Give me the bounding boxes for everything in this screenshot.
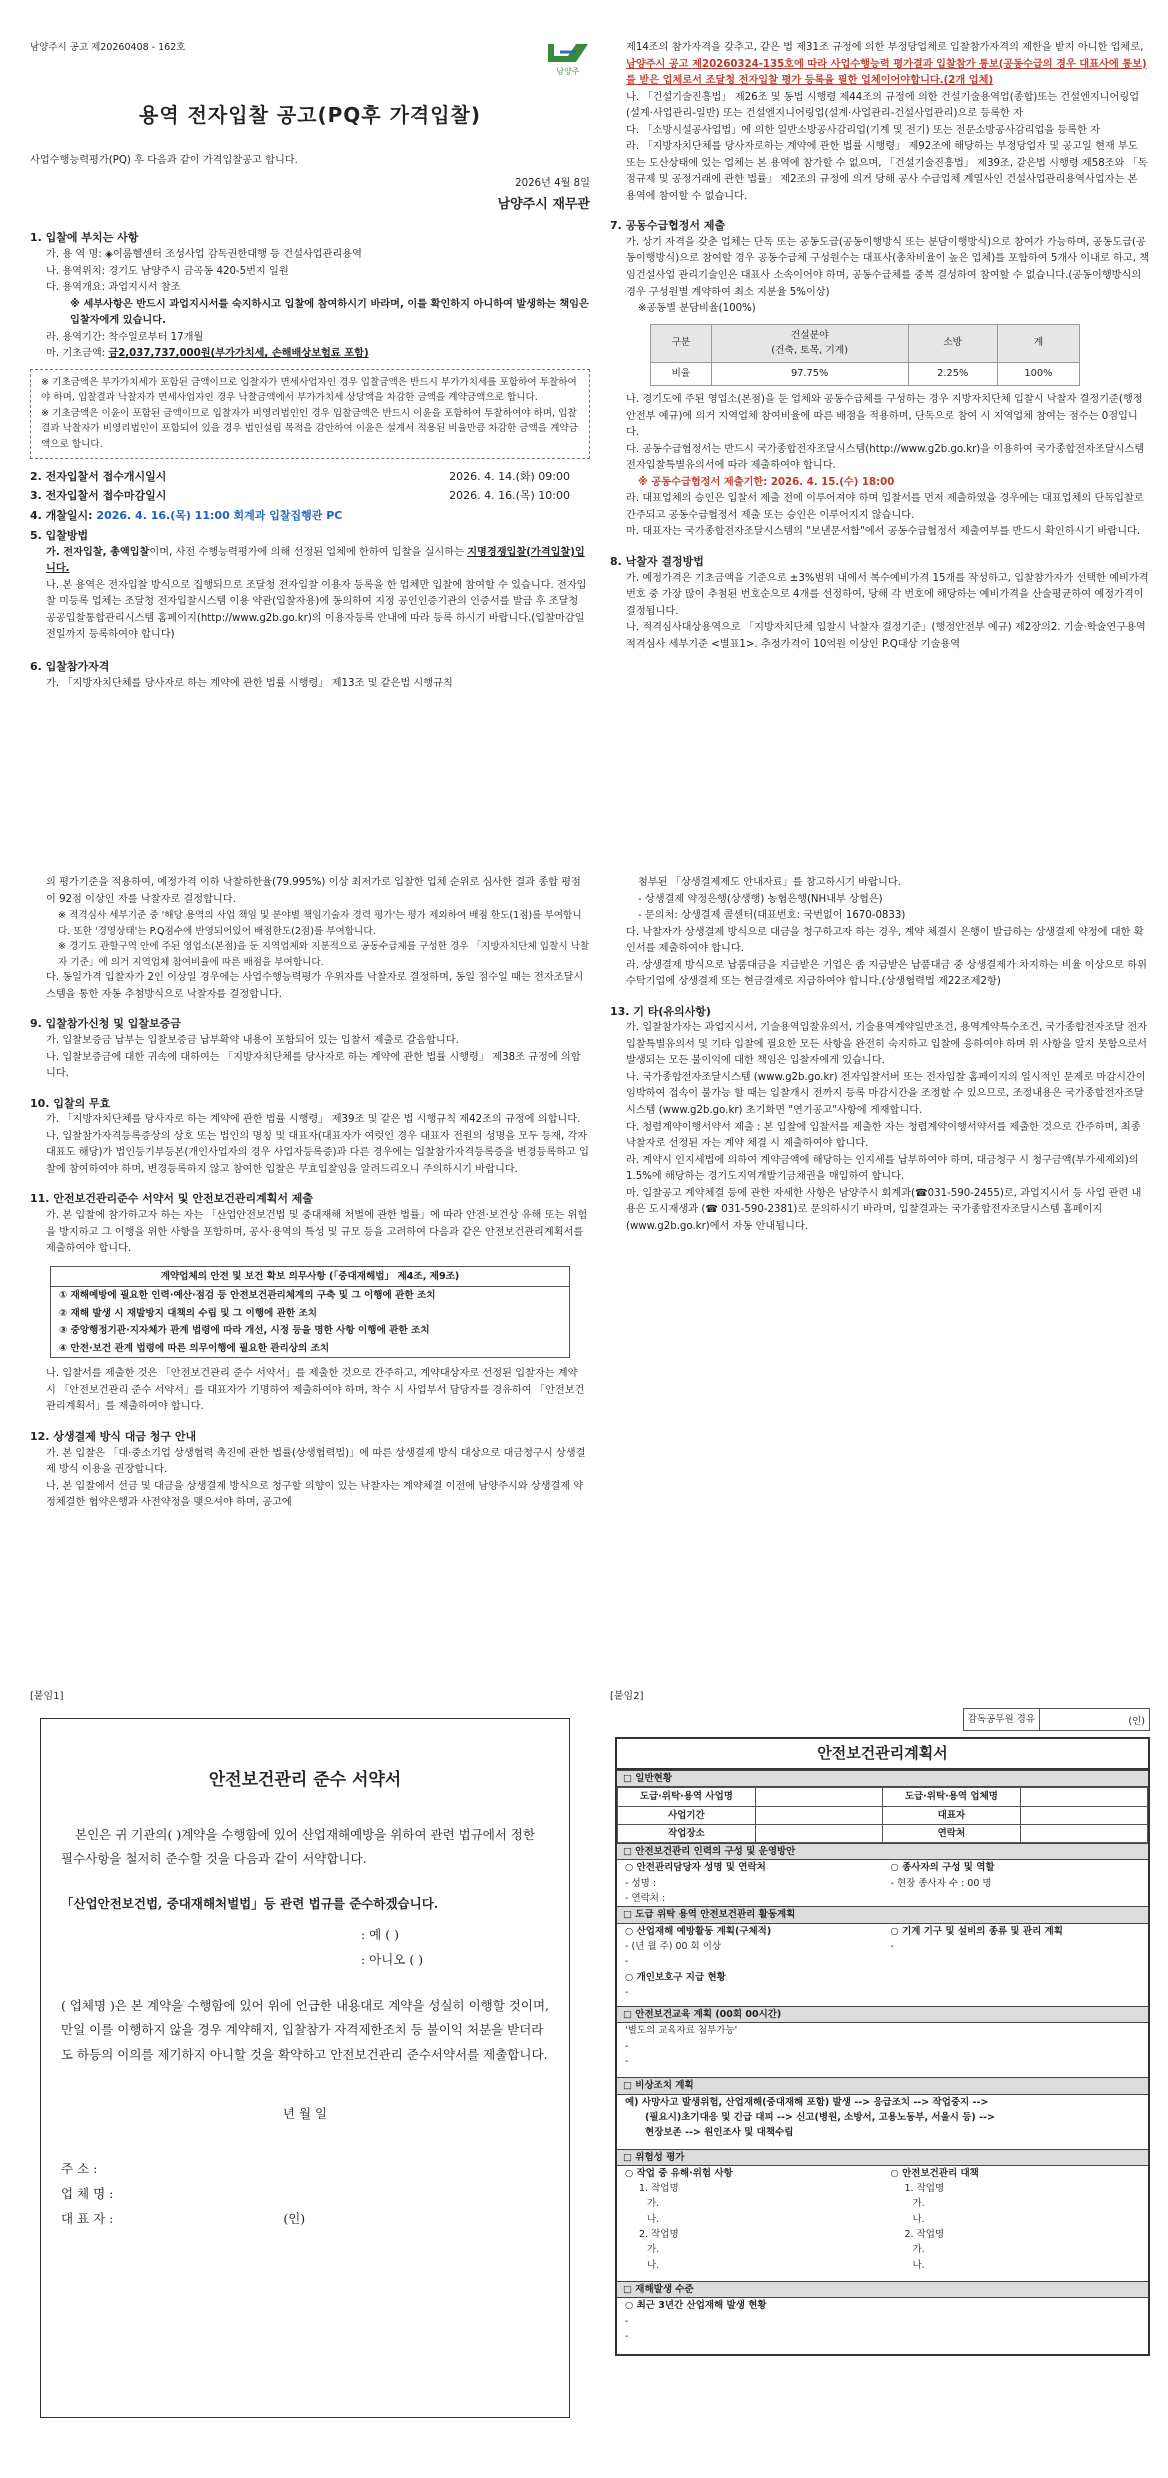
plan-general-header: □ 일반현황 — [617, 1770, 1148, 1787]
s5-a: 가. 전자입찰, 총액입찰이며, 사전 수행능력평가에 의해 선정된 업체에 한하여 입찰을 실시하는 지명경쟁입찰(가격입찰)입니다. — [46, 546, 585, 575]
share-ratio-table — [650, 324, 1080, 387]
section-12: 12. 상생결제 방식 대금 청구 안내 — [30, 1429, 197, 1443]
s6-b: 나. 「건설기술진흥법」 제26조 및 동법 시행령 제44조의 규정에 의한 건설기술용역업(종합)또는 건설엔지니어링업(설계·사업관리-일반) 또는 건설엔지니어링업(설계·사업관리-건설사업관리)으로 등록한 자 — [626, 91, 1140, 120]
plan-education-header: □ 안전보건교육 계획 (00회 00시간) — [617, 2006, 1148, 2023]
city-logo-icon — [546, 40, 590, 66]
page-3 — [30, 875, 590, 1655]
s7-e: 마. 대표자는 국가종합전자조달시스템의 "보낸문서함"에서 공동수급협정서 제출여부를 반드시 확인하시기 바랍니다. — [626, 526, 1141, 538]
attachment-1 — [30, 1690, 590, 2460]
th-total: 계 — [997, 324, 1079, 363]
plan-risk-header: □ 위험성 평가 — [617, 2149, 1148, 2166]
s9-b: 나. 입찰보증금에 대한 귀속에 대하여는 「지방자치단체를 당사자로 하는 계약에 관한 법률 시행령」 제38조 규정에 의합니다. — [46, 1051, 581, 1080]
s12-d: 라. 상생결제 방식으로 납품대금을 지급받은 기업은 좀 지급받은 납품대금 중 상생결제가 차지하는 비율 이상으로 하위 수탁기업에 상생결제 또는 현금결제로 지급하여야 합니다.(상생협력법 제22조제2항) — [626, 959, 1147, 988]
s13-c: 다. 청렴계약이행서약서 제출 : 본 입찰에 입찰서를 제출한 자는 청렴계약이행서약서를 제출한 것으로 간주하며, 최종 낙찰자로 선정된 자는 계약 체결 시 제출하여야 합니다. — [626, 1121, 1141, 1150]
th-type: 구분 — [651, 324, 712, 363]
s1-a: 가. 용 역 명: ◈이룸헬센터 조성사업 감독권한대행 등 건설사업관리용역 — [46, 249, 362, 261]
plan-activity-header: □ 도급 위탁 용역 안전보건관리 활동계획 — [617, 1906, 1148, 1923]
page-4 — [610, 875, 1150, 1655]
notice-number: 남양주시 공고 제20260408 - 162호 — [30, 42, 186, 53]
s12-b-cont: 첨부된 「상생결제제도 안내자료」를 참고하시기 바랍니다. — [638, 877, 901, 888]
td-fire: 2.25% — [908, 363, 997, 386]
safety-pledge-form — [40, 1718, 570, 2418]
obligation-item: ③ 중앙행정기관·지자체가 관계 법령에 따라 개선, 시정 등을 명한 사항 이행에 관한 조치 — [59, 1325, 430, 1337]
section-4: 4. 개찰일시: 2026. 4. 16.(목) 11:00 회계과 입찰집행관 PC — [30, 509, 343, 523]
section-5: 5. 입찰방법 — [30, 528, 89, 542]
pledge-date: 년 월 일 — [282, 2106, 328, 2122]
attachment-2-label: [붙임2] — [610, 1691, 644, 1702]
s8-a: 가. 예정가격은 기초금액을 기준으로 ±3%범위 내에서 복수예비가격 15개를 작성하고, 입찰참가자가 선택한 예비가격번호 중 가장 많이 추첨된 번호순으로 4개를 선정하여, 당해 각 번호에 해당하는 예비가격을 산술평균하여 예정가격이 결정됩니다. — [626, 572, 1149, 617]
section-8: 8. 낙찰자 결정방법 — [610, 554, 704, 568]
s12-contact: - 문의처: 상생결제 콜센터(대표번호: 국번없이 1670-0833) — [638, 910, 906, 922]
plan-emergency-header: □ 비상조치 계획 — [617, 2077, 1148, 2094]
s8-b-cont: 의 평가기준을 적용하여, 예정가격 이하 낙찰하한율(79.995%) 이상 최저가로 입찰한 업체 순위로 심사한 결과 종합 평점이 92점 이상인 자를 낙찰자로 결정합니다. — [46, 877, 581, 905]
s9-a: 가. 입찰보증금 납부는 입찰보증금 납부확약 내용이 포함되어 있는 입찰서 제출로 갈음합니다. — [46, 1035, 459, 1046]
pledge-yes: : 예 ( ) — [361, 1926, 399, 1942]
s13-b: 나. 국가종합전자조달시스템 (www.g2b.go.kr) 전자입찰서버 또는 전자입찰 홈페이지의 일시적인 문제로 마감시간이 임박하여 접속이 불가능 할 때는 입찰개시 전까지 등록 마감시간을 조정할 수 있으므로, 조정내용은 국가종합전자조달시스템 (www.g2b.go.kr) 초기화면 "연기공고"사항에 게재합니다. — [626, 1071, 1146, 1116]
obligations-title: 계약업체의 안전 및 보건 확보 의무사항 (「중대재해법」 제4조, 제9조) — [51, 1267, 569, 1288]
supervisor-sign-box — [963, 1708, 1150, 1731]
city-logo: 남양주 — [546, 40, 590, 79]
pledge-para-1: 본인은 귀 기관의( )계약을 수행함에 있어 산업재해예방을 위하여 관련 법규에서 정한 필수사항을 철저히 준수할 것을 다음과 같이 서약합니다. — [61, 1826, 536, 1867]
pledge-no: : 아니오 ( ) — [361, 1951, 424, 1967]
page-1 — [30, 40, 590, 840]
page-2 — [610, 40, 1150, 840]
obligation-item: ② 재해 발생 시 재발방지 대책의 수립 및 그 이행에 관한 조치 — [59, 1307, 318, 1319]
s11-a: 가. 본 입찰에 참가하고자 하는 자는 「산업안전보건법 및 중대재해 처벌에 관한 법률」에 따라 안전·보건상 유해 또는 위험을 방지하고 그 이행을 위한 사항을 포함하며, 공사·용역의 특성 및 규모 등을 고려하여 다음과 같은 안전보건관리계획서를 제출하여야 합니다. — [46, 1210, 588, 1255]
s5-b: 나. 본 용역은 전자입찰 방식으로 집행되므로 조달청 전자입찰 이용자 등록을 한 업체만 입찰에 참여할 수 있습니다. 전자입찰 미등록 업체는 조달청 전자입찰시스템 이용 약관(입찰자용)에 동의하여 지정 공인인증기관의 인증서를 발급 후 조달청 공공입찰통합관리시스템 홈페이지(http://www.g2b.go.kr)의 이용자등록 안내에 따라 등록 하시기 바랍니다.(입찰마감일 전일까지 등록하여야 합니다) — [46, 579, 587, 641]
pledge-representative: 대 표 자 : (인) — [61, 2211, 306, 2227]
s7-c: 다. 공동수급협정서는 반드시 국가종합전자조달시스템(http://www.g2b.go.kr)을 이용하여 국가종합전자조달시스템 전자입찰특별유의서에 따라 제출하여야 합니다. — [626, 443, 1145, 472]
plan-org-header: □ 안전보건관리 인력의 구성 및 운영방안 — [617, 1843, 1148, 1860]
s12-bank: - 상생결제 약정은행(상생행) 농협은행(NH내부 상협은) — [638, 893, 883, 905]
s7-c-deadline: ※ 공동수급협정서 제출기한: 2026. 4. 15.(수) 18:00 — [638, 476, 895, 488]
s6-a-cont: 제14조의 참가자격을 갖추고, 같은 법 제31조 규정에 의한 부정당업체로 입찰참가자격의 제한을 받지 아니한 업체로, 남양주시 공고 제20260324-135호에 따라 사업수행능력 평가결과 입찰참가 통보(공동수급의 경우 대표사에 통보)를 받은 업체로서 조달청 전자입찰 평가 등록을 필한 업체이어야합니다.(2개 업체) — [626, 42, 1147, 87]
s1-d: 라. 용역기간: 착수일로부터 17개월 — [46, 331, 204, 343]
s10-b: 나. 입찰참가자격등록증상의 상호 또는 법인의 명칭 및 대표자(대표자가 여럿인 경우 대표자 전원의 성명을 모두 등재, 각자 대표도 해당)가 법인등기부등본(개인사업자의 경우 사업자등록증)과 다른 경우에는 입찰참가자격등록증을 변경등록하고 입찰에 참여하여야 하며, 변경등록하지 않고 참여한 입찰은 무효입찰임을 알려드리오니 주의하시기 바랍니다. — [46, 1130, 589, 1175]
supervisor-seal: (인) — [1040, 1709, 1150, 1731]
section-3: 3. 전자입찰서 접수마감일시 2026. 4. 16.(목) 10:00 — [30, 489, 570, 503]
attachment-2 — [610, 1690, 1150, 2460]
pledge-title: 안전보건관리 준수 서약서 — [208, 1770, 402, 1790]
s12-b: 나. 본 입찰에서 선금 및 대금을 상생결제 방식으로 청구할 의향이 있는 낙찰자는 계약체결 이전에 남양주시와 상생결제 약정체결한 협약은행과 사전약정을 맺으셔야 하며, 공고에 — [46, 1480, 584, 1509]
plan-title: 안전보건관리계획서 — [617, 1739, 1148, 1770]
s1-e: 마. 기초금액: 금2,037,737,000원(부가가치세, 손해배상보험료 포함) — [46, 348, 369, 360]
s12-c: 다. 낙찰자가 상생결제 방식으로 대금을 청구하고자 하는 경우, 계약 체결시 은행이 발급하는 상생결제 약정에 대한 확인서를 제출하여야 합니다. — [626, 926, 1144, 955]
plan-accident-header: □ 재해발생 수준 — [617, 2281, 1148, 2298]
s6-c: 다. 「소방시설공사업법」에 의한 일반소방공사감리업(기계 및 전기) 또는 전문소방공사감리업을 등록한 자 — [626, 124, 1101, 136]
section-9: 9. 입찰참가신청 및 입찰보증금 — [30, 1017, 181, 1031]
s7-b: 나. 경기도에 주된 영업소(본점)을 둔 업체와 공동수급체를 구성하는 경우 지방자치단체 입찰시 낙찰자 결정기준(행정안전부 예규)에 의거 지역업체 참여비율에 따른 배점을 적용하며, 단독으로 참여 시 지역업체 참여는 점수는 0점입니다. — [626, 394, 1143, 439]
section-13: 13. 기 타(유의사항) — [610, 1004, 711, 1018]
s7-d: 라. 대표업체의 승인은 입찰서 제출 전에 이루어져야 하며 입찰서를 먼저 제출하였을 경우에는 대표업체의 단독입찰로 간주되고 공동수급협정서 제출 또는 승인은 이루어지지 않습니다. — [626, 493, 1144, 521]
base-amount-notes: ※ 기초금액은 부가가치세가 포함된 금액이므로 입찰자가 면세사업자인 경우 입찰금액은 반드시 부가가치세를 포함하여 투찰하여야 하며, 입찰결과 낙찰자가 면세사업자인 경우 낙찰금액에서 부가가치세 상당액을 차감한 금액을 계약금액으로 합니다. ※ 기초금액은 이윤이 포함된 금액이므로 입찰자가 비영리법인인 경우 입찰금액은 반드시 이윤을 포함하여 투찰하여야 하며, 입찰결과 낙찰자가 비영리법인이 포함되어 있을 경우 법인설립 목적을 감안하여 이윤은 설계서 적용된 비율만큼 차감한 금액을 계약금액으로 합니다. — [30, 369, 590, 459]
s13-e: 마. 입찰공고 계약체결 등에 관한 자세한 사항은 남양주시 회계과(☎031-590-2455)로, 과업지시서 등 사업 관련 내용은 도시재생과 (☎ 031-590-2381)로 문의하시기 바라며, 입찰결과는 국가종합전자조달시스템 홈페이지 (www.g2b.go.kr)에서 자동 안내됩니다. — [626, 1187, 1142, 1232]
section-7: 7. 공동수급협정서 제출 — [610, 219, 726, 233]
pledge-para-2: ( 업체명 )은 본 계약을 수행함에 있어 위에 언급한 내용대로 계약을 성실히 이행할 것이며, 만일 이를 이행하지 않을 경우 계약해지, 입찰참가 자격제한조치 등 불이익 처분을 받더라도 하등의 이의를 제기하지 아니할 것을 확약하고 안전보건관리 준수서약서를 제출합니다. — [61, 1997, 550, 2062]
notice-title: 용역 전자입찰 공고(PQ후 가격입찰) — [139, 102, 481, 127]
section-11: 11. 안전보건관리준수 서약서 및 안전보건관리계획서 제출 — [30, 1192, 314, 1206]
s13-d: 라. 계약시 인지세법에 의하여 계약금액에 해당하는 인지세를 납부하여야 하며, 대금청구 시 청구금액(부가세제외)의 1.5%에 해당하는 경기도지역개발기금채권을 매입하여 합니다. — [626, 1154, 1139, 1183]
s6-d: 라. 「지방자치단체를 당사자로하는 계약에 관한 법률 시행령」 제92조에 해당하는 부정당업자 및 공고일 현재 부도 또는 도산상태에 있는 업체는 본 용역에 참가할 수 없으며, 「건설기술진흥법」 제39조, 같은법 시행령 제58조와 「독점규제 및 공정거래에 관한 법률」 제2조의 규정에 의거 당해 공사 수급업체 계열사인 건설사업관리용역사업자는 본 용역에 참여할 수 없습니다. — [626, 141, 1148, 202]
obligation-item: ④ 안전·보건 관계 법령에 따른 의무이행에 필요한 관리상의 조치 — [59, 1342, 330, 1354]
section-1: 1. 입찰에 부치는 사항 — [30, 231, 139, 245]
s8-c: 다. 동일가격 입찰자가 2인 이상일 경우에는 사업수행능력평가 우위자를 낙찰자로 결정하며, 동일 점수일 때는 전자조달시스템을 통한 자동 추첨방식으로 낙찰자를 결정합니다. — [46, 972, 584, 1000]
intro: 사업수행능력평가(PQ) 후 다음과 같이 가격입찰공고 합니다. — [30, 155, 298, 167]
s8-note-1: ※ 적격심사 세부기준 중 '해당 용역의 사업 책임 및 분야별 책임기술자 경력 평가'는 평가 제외하여 배점 한도(1점)를 부여합니다. 또한 '경영상태'는 P.Q점수에 반영되어있어 배점한도(2점)를 부여합니다. — [58, 910, 582, 937]
pledge-question: 「산업안전보건법, 중대재해처벌법」등 관련 법규를 준수하겠습니다. — [61, 1895, 439, 1911]
s12-a: 가. 본 입찰은 「대·중소기업 상생협력 촉진에 관한 법률(상생협력법)」에 따른 상생결제 방식 대상으로 대금청구시 상생결제 방식 이용을 권장합니다. — [46, 1447, 586, 1476]
issuer: 남양주시 재무관 — [497, 197, 590, 213]
attachment-1-label: [붙임1] — [30, 1691, 64, 1702]
s1-c-note: ※ 세부사항은 반드시 과업지시서를 숙지하시고 입찰에 참여하시기 바라며, 이를 확인하지 아니하여 발생하는 책임은 입찰자에게 있습니다. — [70, 298, 589, 327]
s1-b: 나. 용역위치: 경기도 남양주시 금곡동 420-5번지 일원 — [46, 265, 289, 277]
supervisor-label: 감독공무원 경유 — [963, 1709, 1039, 1731]
s7-table-note: ※공동별 분담비율(100%) — [638, 303, 756, 315]
s11-b: 나. 입찰서를 제출한 것은 「안전보건관리 준수 서약서」를 제출한 것으로 간주하고, 계약대상자로 선정된 입찰자는 계약 시 「안전보건관리 준수 서약서」를 대표자가 기명하여 제출하여야 하며, 착수 시 사업부서 담당자를 경유하여 「안전보건관리계획서」를 제출하여야 합니다. — [46, 1368, 585, 1413]
s13-a: 가. 입찰참가자는 과업지시서, 기술용역입찰유의서, 기술용역계약일반조건, 용역계약특수조건, 국가종합전자조달 전자입찰특별유의서 및 기타 입찰에 필요한 모든 사항을 완전히 숙지하고 입찰에 응하여야 하며 위 사항을 알지 못함으로서 발생되는 모든 불이익에 대한 책임은 입찰자에게 있습니다. — [626, 1022, 1148, 1067]
notice-date: 2026년 4월 8일 — [515, 177, 590, 189]
s6-a: 가. 「지방자치단체를 당사자로 하는 계약에 관한 법률 시행령」 제13조 및 같은법 시행규칙 — [46, 677, 453, 689]
th-fire: 소방 — [908, 324, 997, 363]
safety-plan-form: 안전보건관리계획서 □ 일반현황 도급·위탁·용역 사업명 도급·위탁·용역 업체명 사업기간 대표자 작업장소 연락처 □ 안전보건관리 인력의 구성 및 운영방안 ○ 안전관리담당자 성명 및 연락처 - 성명 : - 연락처 : ○ 종사자의 구성 및 역할 - 현장 종사자 수 : 00 명 □ 도급 위탁 용역 안전보건관리 활동계획 ○ 산업재해 예방활동 계획(구체적) - (년 월 주) 00 회 이상 - ○ 개인보호구 지급 현황 - ○ 기계 기구 및 설비의 종류 및 관리 계획 - □ 안전보건교육 계획 (00회 00시간) '별도의 교육자료 첨부가능' - - □ 비상조치 계획 예) 사망사고 발생위험, 산업재해(중대재해 포함) 발생 --> 응급조치 --> 작업중지 --> (필요시)초기대응 및 긴급 대피 --> 신고(병원, 소방서, 고용노동부, 서울시 등) --> 현장보존 --> 원인조사 및 대책수립 □ 위험성 평가 ○ 작업 중 유해·위험 사항 1. 작업명 가. 나. 2. 작업명 가. 나. ○ 안전보건관리 대책 1. 작업명 가. 나. 2. 작업명 가. 나. □ 재해발생 수준 ○ 최근 3년간 산업재해 발생 현황 - - — [615, 1737, 1150, 2356]
safety-obligations-box — [50, 1266, 570, 1359]
s8-b: 나. 적격심사대상용역으로 「지방자치단체 입찰시 낙찰자 결정기준」(행정안전부 예규) 제2장의2. 기술·학술연구용역 적격심사 세부기준 <별표1>. 추정가격이 10억원 이상인 P.Q대상 기술용역 — [626, 622, 1146, 650]
s7-a: 가. 상기 자격을 갖춘 업체는 단독 또는 공동도급(공동이행방식 또는 분담이행방식)으로 참여가 가능하며, 공동도급(공동이행방식)으로 참여할 경우 공동수급체 구성원수는 대표사(총차비율이 높은 업체)를 포함하여 5개사 이내로 하고, 책임건설사업 관리기술인은 대표사 소속이어야 하며, 공동수급체를 중복 결성하여 참여할 수 없습니다.(공동이행방식의 경우 구성원별 계약하여 최소 지분율 5%이상) — [626, 236, 1150, 298]
td-ratio: 비율 — [651, 363, 712, 386]
th-construction: 건설분야 (건축, 토목, 기계) — [711, 324, 908, 363]
td-construction: 97.75% — [711, 363, 908, 386]
section-2: 2. 전자입찰서 접수개시일시 2026. 4. 14.(화) 09:00 — [30, 469, 570, 483]
section-10: 10. 입찰의 무효 — [30, 1096, 111, 1110]
s8-note-2: ※ 경기도 관할구역 안에 주된 영업소(본점)을 둔 지역업체와 지분적으로 공동수급체를 구성한 경우 「지방자치단체 입찰시 낙찰자 기준」에 의거 지역업체 참여비율에 따른 배점을 부여합니다. — [58, 941, 590, 968]
plan-general-table: 도급·위탁·용역 사업명 도급·위탁·용역 업체명 사업기간 대표자 작업장소 연락처 — [617, 1787, 1148, 1843]
td-total: 100% — [997, 363, 1079, 386]
obligation-item: ① 재해예방에 필요한 인력·예산·점검 등 안전보건관리체계의 구축 및 그 이행에 관한 조치 — [59, 1290, 436, 1302]
pledge-address: 주 소 : — [61, 2161, 98, 2177]
pledge-company: 업 체 명 : — [61, 2186, 114, 2202]
s10-a: 가. 「지방자치단체를 당사자로 하는 계약에 관한 법률 시행령」 제39조 및 같은 법 시행규칙 제42조의 규정에 의합니다. — [46, 1114, 581, 1126]
s1-c: 다. 용역개요: 과업지시서 참조 — [46, 282, 181, 294]
section-6: 6. 입찰참가자격 — [30, 659, 110, 673]
